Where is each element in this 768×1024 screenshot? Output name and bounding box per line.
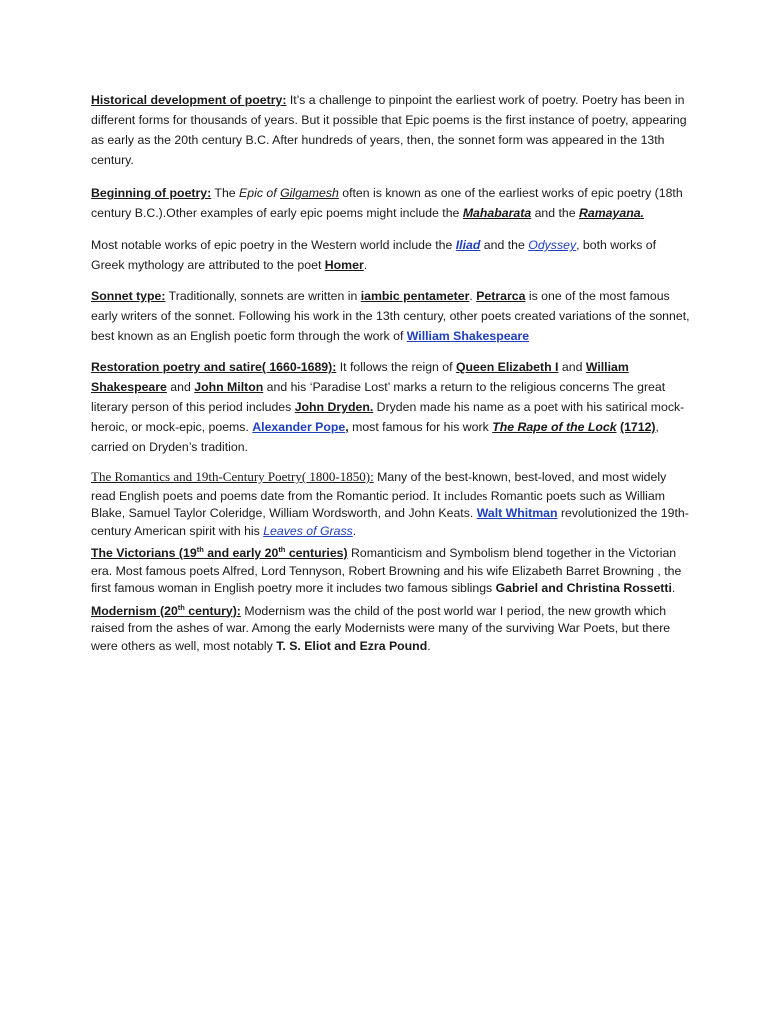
body-text: It’s a challenge to pinpoint the earliest work of poetry. Poetry has been in different forms for thousands of years. But it possible that Epic poems is the first instance of poetry, appearing as early as the 20th century B.C. After hundreds of years, then, the sonnet form was appeared in the 13th century.: [91, 93, 687, 167]
body-text: The: [211, 186, 240, 200]
paragraph-victorians: [91, 545, 691, 598]
heading-part: The Victorians (19: [91, 546, 197, 560]
paragraph-beginning-of-poetry: [91, 183, 691, 223]
body-text: .: [469, 289, 477, 303]
ordinal-suffix: th: [196, 544, 204, 554]
body-text: , both works of Greek mythology are attributed to the poet: [91, 238, 657, 272]
body-text: often is known as one of the earliest works of epic poetry (18th century B.C.).Other examples of early epic poems might include the: [91, 186, 683, 220]
ramayana-text: Ramayana.: [579, 206, 644, 220]
pope-comma: ,: [345, 420, 349, 434]
heading-romantics: The Romantics and 19th-Century Poetry( 1800-1850):: [91, 469, 374, 484]
william-shakespeare-link[interactable]: William Shakespeare: [406, 329, 530, 343]
paragraph-sonnet-type: [91, 286, 691, 346]
paragraph-modernism: [91, 603, 691, 656]
petrarca-text: Petrarca: [476, 289, 526, 303]
iambic-pentameter-text: iambic pentameter: [360, 289, 470, 303]
paragraph-historical-development: [91, 90, 691, 170]
body-text: Modernism was the child of the post world war I period, the new growth which raised from the ashes of war. Among the early Modernists were many of the surviving War Poets, but there were others as well, most notably: [91, 603, 671, 653]
mahabarata-text: Mahabarata: [462, 206, 532, 220]
william-shakespeare-text: William Shakespeare: [91, 360, 629, 394]
body-text: and the: [531, 206, 580, 220]
odyssey-link[interactable]: Odyssey: [528, 238, 577, 252]
body-text: is one of the most famous early writers of the sonnet. Following his work in the 13th century, other poets created variations of the sonnet, best known as an English poetic form through the work of: [91, 289, 690, 343]
gilgamesh-text: Gilgamesh: [280, 186, 339, 200]
body-text: Many of the best-known, best-loved, and most widely read English poets and poems date from the Romantic period.: [91, 470, 667, 503]
heading-part: century):: [184, 603, 241, 618]
alexander-pope-link[interactable]: Alexander Pope: [252, 420, 346, 434]
walt-whitman-link[interactable]: Walt Whitman: [476, 506, 558, 520]
iliad-link[interactable]: Iliad: [455, 238, 481, 252]
queen-elizabeth-text: Queen Elizabeth I: [455, 360, 559, 374]
heading-part: centuries): [285, 546, 348, 560]
rape-of-the-lock-text: The Rape of the Lock: [492, 420, 617, 434]
paragraph-western-epics: [91, 235, 691, 275]
heading-sonnet-type: Sonnet type:: [91, 289, 166, 303]
body-text: most famous for his work: [348, 420, 493, 434]
rossetti-siblings-text: Gabriel and Christina Rossetti: [495, 581, 672, 595]
heading-beginning-of-poetry: Beginning of poetry:: [91, 186, 212, 200]
ordinal-suffix: th: [177, 602, 185, 612]
leaves-of-grass-link[interactable]: Leaves of Grass: [263, 523, 353, 538]
body-text: , carried on Dryden’s tradition.: [91, 420, 659, 454]
paragraph-romantics: [91, 468, 691, 540]
eliot-pound-text: T. S. Eliot and Ezra Pound: [276, 638, 428, 653]
body-text: revolutionized the 19th-century American spirit with his: [91, 506, 689, 538]
epic-of-text: Epic of: [239, 186, 277, 200]
paragraph-restoration-poetry: [91, 357, 691, 457]
john-dryden-text: John Dryden.: [294, 400, 374, 414]
body-text: and the: [480, 238, 529, 252]
heading-restoration-poetry: Restoration poetry and satire( 1660-1689):: [91, 360, 337, 374]
body-text: .: [427, 638, 431, 653]
document-body: [91, 90, 691, 655]
body-text: Traditionally, sonnets are written in: [165, 289, 361, 303]
body-text: It follows the reign of: [336, 360, 456, 374]
body-text: and: [558, 360, 586, 374]
body-text: and: [166, 380, 195, 394]
body-text: .: [363, 258, 368, 272]
body-text: .: [352, 523, 357, 538]
ordinal-suffix: th: [278, 544, 286, 554]
body-text: Dryden made his name as a poet with his satirical mock-heroic, or mock-epic, poems.: [91, 400, 685, 434]
body-text: .: [671, 581, 676, 595]
heading-historical-development: Historical development of poetry:: [91, 93, 287, 107]
heading-part: Modernism (20: [91, 603, 178, 618]
body-text: and his ‘Paradise Lost’ marks a return to the religious concerns The great literary person of this period includes: [91, 380, 666, 414]
body-text: Romantic poets such as William Blake, Samuel Taylor Coleridge, William Wordsworth, and John Keats.: [91, 488, 665, 520]
body-text: Most notable works of epic poetry in the Western world include the: [91, 238, 456, 252]
heading-part: and early 20: [203, 546, 279, 560]
john-milton-text: John Milton: [194, 380, 264, 394]
it-includes-text: It includes: [432, 487, 488, 503]
body-text: Romanticism and Symbolism blend together in the Victorian era. Most famous poets Alfred, Lord Tennyson, Robert Browning and his wife Elizabeth Barret Browning , the first famous woman in English poetry more it includes two famous siblings: [91, 546, 682, 595]
year-1712-text: (1712): [619, 420, 656, 434]
heading-modernism: [91, 604, 241, 618]
homer-text: Homer: [324, 258, 364, 272]
heading-victorians: [91, 546, 348, 560]
